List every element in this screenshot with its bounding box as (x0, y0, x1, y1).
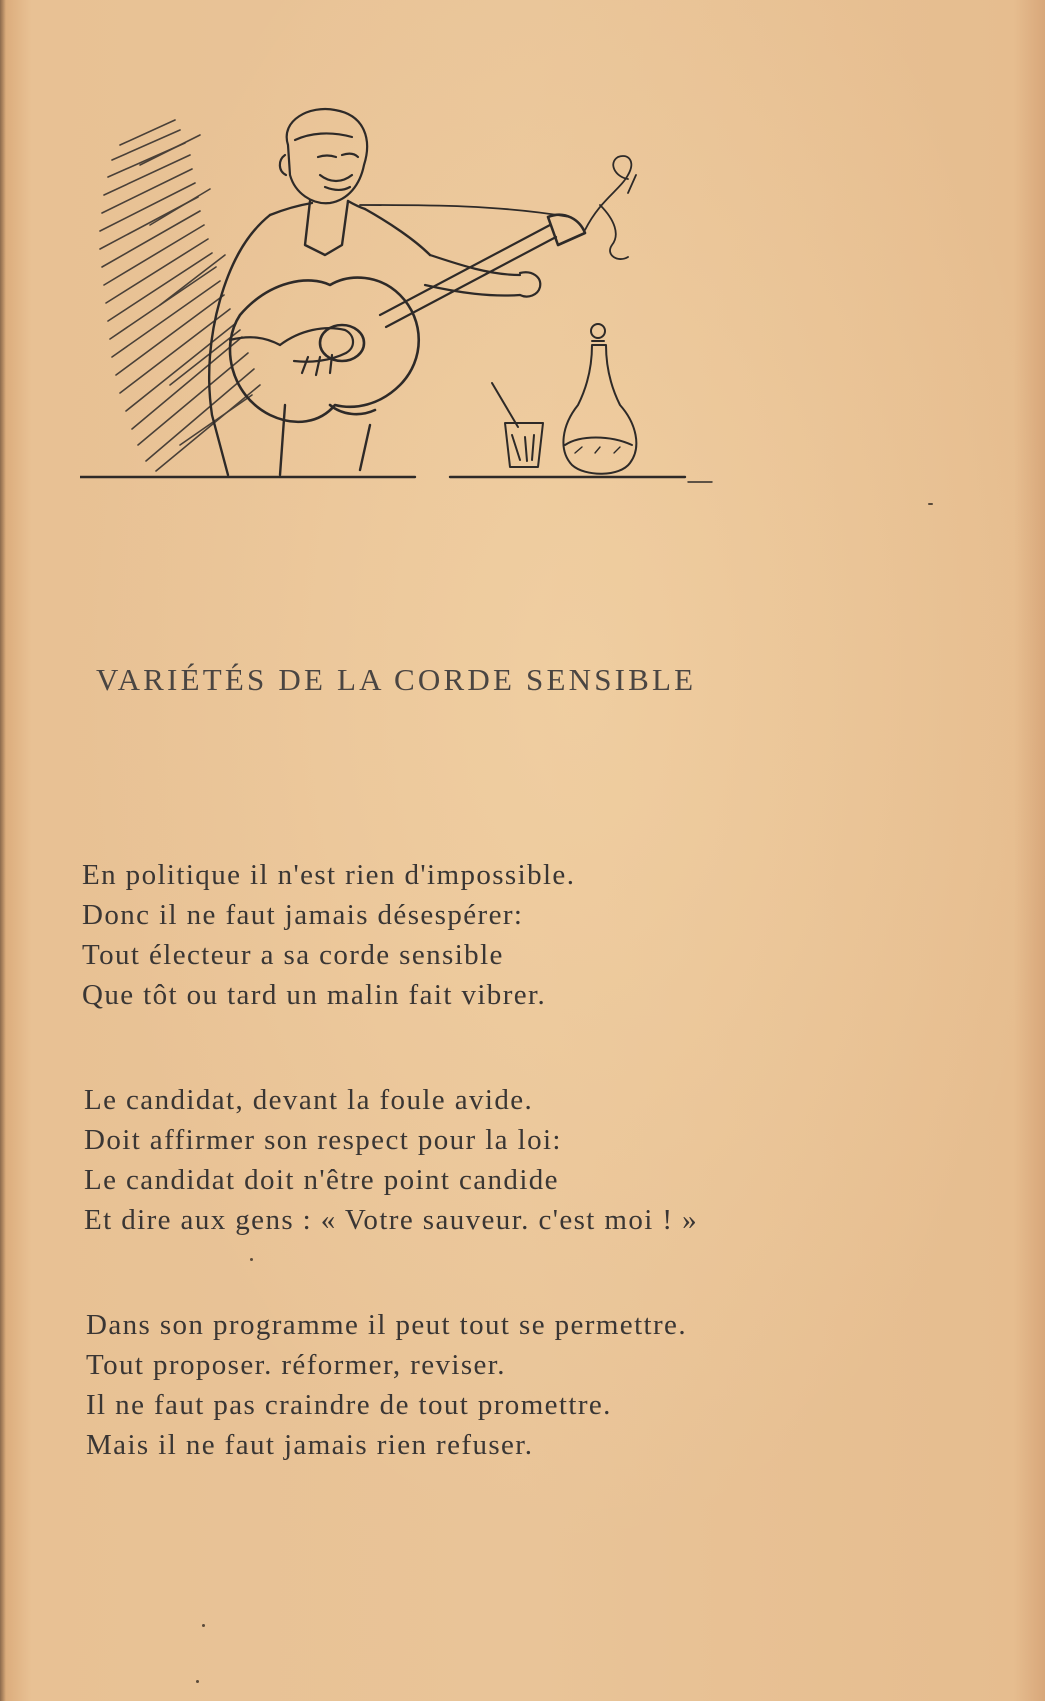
verse-line: Mais il ne faut jamais rien refuser. (86, 1429, 534, 1461)
verse-line: Doit affirmer son respect pour la loi: (84, 1124, 562, 1156)
table-edge (80, 477, 712, 482)
stanza-2 (84, 1080, 698, 1240)
carafe-icon (563, 324, 636, 474)
verse-line: Le candidat, devant la foule avide. (84, 1084, 534, 1116)
paper-speck (202, 1624, 205, 1627)
paper-speck (928, 503, 933, 505)
verse-line: Dans son programme il peut tout se permettre. (86, 1309, 687, 1341)
musician-head (280, 109, 367, 203)
guitar-body (230, 215, 585, 422)
guitar-player-illustration-icon (80, 105, 780, 535)
verse-line: En politique il n'est rien d'impossible. (82, 859, 576, 891)
verse-line: Donc il ne faut jamais désespérer: (82, 899, 524, 931)
paper-speck (196, 1680, 199, 1683)
vibrating-string (360, 156, 636, 259)
paper-speck (250, 1258, 253, 1261)
verse-line: Il ne faut pas craindre de tout promettre. (86, 1389, 612, 1421)
strumming-hand (230, 328, 353, 375)
verse-line: Que tôt ou tard un malin fait vibrer. (82, 979, 547, 1011)
page-binding-edge (0, 0, 6, 1701)
verse-line: Tout proposer. réformer, reviser. (86, 1349, 506, 1381)
curtain-hatching (100, 120, 260, 471)
stanza-3 (86, 1305, 687, 1465)
stanza-1 (82, 855, 575, 1015)
glass-icon (492, 383, 543, 467)
verse-line: Et dire aux gens : « Votre sauveur. c'est moi ! » (84, 1204, 698, 1236)
verse-line: Tout électeur a sa corde sensible (82, 939, 504, 971)
poem-title: VARIÉTÉS DE LA CORDE SENSIBLE (96, 662, 697, 697)
verse-line: Le candidat doit n'être point candide (84, 1164, 559, 1196)
